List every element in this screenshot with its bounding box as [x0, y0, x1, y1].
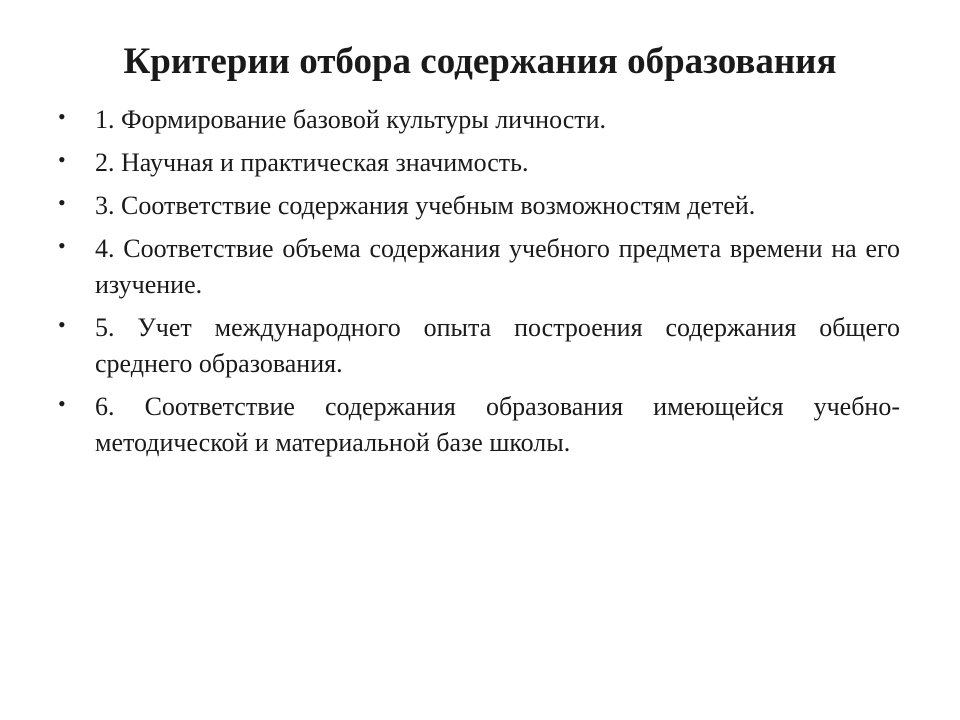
list-item-text: 1. Формирование базовой культуры личности.: [95, 105, 607, 134]
bullet-icon: •: [58, 312, 66, 337]
list-item: [58, 188, 900, 224]
slide-title: Критерии отбора содержания образования: [123, 41, 837, 82]
list-item-text: 3. Соответствие содержания учебным возможностям детей.: [95, 191, 756, 220]
list-item-text: 5. Учет международного опыта построения содержания общего среднего образования.: [95, 313, 900, 378]
list-item-text: 2. Научная и практическая значимость.: [95, 148, 529, 177]
list-item: [58, 145, 900, 181]
list-item-text: 6. Соответствие содержания образования имеющейся учебно-методической и материальной базе школы.: [95, 392, 900, 457]
list-item: [58, 310, 900, 382]
list-item-text: 4. Соответствие объема содержания учебного предмета времени на его изучение.: [95, 234, 900, 299]
criteria-list: [58, 102, 900, 468]
list-item: [58, 231, 900, 303]
bullet-icon: •: [58, 147, 66, 172]
bullet-icon: •: [58, 391, 66, 416]
bullet-icon: •: [58, 104, 66, 129]
list-item: [58, 102, 900, 138]
bullet-icon: •: [58, 233, 66, 258]
list-item: [58, 389, 900, 461]
bullet-icon: •: [58, 190, 66, 215]
